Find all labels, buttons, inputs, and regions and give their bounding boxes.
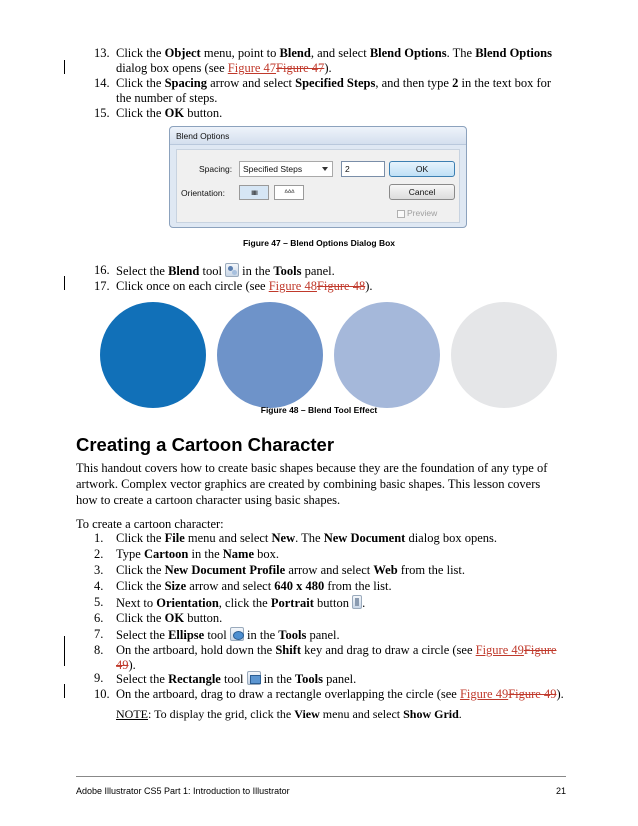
text-run: Click the <box>116 106 165 120</box>
step-text <box>116 671 566 687</box>
text-run: arrow and select <box>285 563 374 577</box>
text-run: Click the <box>116 531 165 545</box>
bold-term: Size <box>164 579 187 593</box>
note-view: View <box>294 707 320 721</box>
blend-circle <box>451 302 557 408</box>
step-text <box>116 687 566 702</box>
lead-in-text: To create a cartoon character: <box>76 517 224 531</box>
text-run: Select the <box>116 264 169 278</box>
change-bar <box>64 684 65 698</box>
step-number: 1. <box>94 531 104 545</box>
bold-term: Blend Options <box>369 46 447 60</box>
step-text <box>116 595 566 611</box>
note-grid: Show Grid <box>403 707 459 721</box>
text-run: button <box>313 596 353 610</box>
note-text: : To display the grid, click the <box>148 707 295 721</box>
text-run: button. <box>184 611 223 625</box>
text-run: in the <box>243 628 279 642</box>
note <box>116 706 566 722</box>
text-run: tool <box>204 628 230 642</box>
blend-options-dialog <box>169 126 467 228</box>
bold-term: New <box>271 531 296 545</box>
text-run: in the text box for the number of steps. <box>116 76 552 105</box>
step-text <box>116 627 566 643</box>
step-number: 17. <box>94 279 110 293</box>
note-label: NOTE <box>116 707 148 721</box>
step-text <box>116 643 566 673</box>
chevron-down-icon <box>322 167 328 171</box>
bold-term: Blend Options <box>475 46 552 60</box>
step-text <box>116 579 566 594</box>
step-text <box>116 611 566 626</box>
text-run: On the artboard, hold down the <box>116 643 276 657</box>
change-bar <box>64 636 65 666</box>
bold-term: New Document <box>323 531 406 545</box>
text-run: Click the <box>116 76 165 90</box>
note-mid: menu and select <box>319 707 404 721</box>
step-number: 14. <box>94 76 110 90</box>
text-run: from the list. <box>324 579 392 593</box>
dialog-title: Blend Options <box>176 131 230 141</box>
text-run: from the list. <box>397 563 466 577</box>
bold-term: Blend <box>279 46 311 60</box>
deleted-reference: Figure 49 <box>116 643 557 672</box>
text-run: Click the <box>116 563 165 577</box>
text-run: menu, point to <box>200 46 280 60</box>
step-number: 16. <box>94 263 110 277</box>
spacing-label: Spacing: <box>199 164 233 174</box>
preview-label: Preview <box>407 208 438 218</box>
deleted-reference: Figure 48 <box>316 279 366 293</box>
bold-term: OK <box>164 106 185 120</box>
text-run: arrow and select <box>207 76 296 90</box>
bold-term: File <box>164 531 185 545</box>
portrait-tool-icon <box>352 595 362 609</box>
step-number: 6. <box>94 611 104 625</box>
text-run: , and select <box>310 46 370 60</box>
text-run: Next to <box>116 596 157 610</box>
paragraph-line: This handout covers how to create basic shapes because they are the foundation of any type of <box>76 461 548 475</box>
step-text <box>116 106 566 121</box>
text-run: Click the <box>116 579 165 593</box>
text-run: arrow and select <box>186 579 275 593</box>
footer-divider <box>76 776 566 777</box>
deleted-reference: Figure 47 <box>276 61 325 75</box>
blend-circle <box>334 302 440 408</box>
text-run: . <box>362 596 366 610</box>
bold-term: New Document Profile <box>164 563 286 577</box>
text-run: Click the <box>116 611 165 625</box>
step-text <box>116 76 566 106</box>
text-run: Click once on each circle (see <box>116 279 269 293</box>
step-number: 8. <box>94 643 104 657</box>
bold-term: Blend <box>168 264 200 278</box>
text-run: , click the <box>218 596 271 610</box>
text-run: ). <box>556 687 564 701</box>
footer-title: Adobe Illustrator CS5 Part 1: Introduction to Illustrator <box>76 786 290 796</box>
text-run: Select the <box>116 672 169 686</box>
bold-term: Object <box>164 46 201 60</box>
text-run: ). <box>324 61 332 75</box>
blend-circle <box>100 302 206 408</box>
dialog-body <box>176 149 460 223</box>
bold-term: Web <box>373 563 398 577</box>
note-end: . <box>458 707 462 721</box>
paragraph-line: artwork. Complex vector graphics are created by combining basic shapes. This lesson covers <box>76 477 541 491</box>
step-text <box>116 46 566 76</box>
step-text <box>116 563 566 578</box>
figure-caption: Figure 47 – Blend Options Dialog Box <box>242 238 396 248</box>
figure-link[interactable]: Figure 49 <box>459 687 509 701</box>
step-number: 3. <box>94 563 104 577</box>
text-run: On the artboard, drag to draw a rectangle overlapping the circle (see <box>116 687 460 701</box>
intro-paragraph <box>76 460 566 508</box>
text-run: panel. <box>306 628 340 642</box>
page-number: 21 <box>555 786 566 796</box>
step-number: 5. <box>94 595 104 609</box>
figure-link[interactable]: Figure 47 <box>227 61 277 75</box>
step-number: 4. <box>94 579 104 593</box>
step-number: 7. <box>94 627 104 641</box>
step-number: 9. <box>94 671 104 685</box>
bold-term: Specified Steps <box>295 76 376 90</box>
text-run: in the <box>260 672 295 686</box>
blend-circle <box>217 302 323 408</box>
blend-tool-icon <box>225 263 239 277</box>
preview-checkbox[interactable] <box>397 208 437 218</box>
bold-term: Spacing <box>164 76 207 90</box>
text-run: tool <box>199 264 226 278</box>
bold-term: Ellipse <box>168 628 205 642</box>
text-run: . The <box>295 531 324 545</box>
align-to-path-icon[interactable]: ᐞᐞᐞ <box>274 185 304 200</box>
text-run: . The <box>446 46 476 60</box>
text-run: Select the <box>116 628 169 642</box>
align-to-page-icon[interactable]: ııııı <box>239 185 269 200</box>
text-run: panel. <box>322 672 357 686</box>
bold-term: Tools <box>294 672 323 686</box>
text-run: Click the <box>116 46 165 60</box>
step-number: 15. <box>94 106 110 120</box>
bold-term: Cartoon <box>143 547 189 561</box>
text-run: ). <box>128 658 136 672</box>
ellipse-tool-icon <box>230 627 244 641</box>
bold-term: Name <box>222 547 255 561</box>
text-run: panel. <box>301 264 335 278</box>
step-text <box>116 547 566 562</box>
text-run: ). <box>365 279 373 293</box>
step-number: 2. <box>94 547 104 561</box>
text-run: Type <box>116 547 144 561</box>
rect-tool-icon <box>247 671 261 685</box>
bold-term: Orientation <box>156 596 219 610</box>
text-run: dialog box opens. <box>405 531 497 545</box>
text-run: in the <box>239 264 274 278</box>
dialog-titlebar <box>170 127 466 145</box>
bold-term: 2 <box>452 76 459 90</box>
step-number: 10. <box>94 687 110 701</box>
ok-button[interactable]: OK <box>389 161 455 177</box>
text-run: tool <box>220 672 247 686</box>
figure-caption: Figure 48 – Blend Tool Effect <box>260 405 378 415</box>
text-run: dialog box opens (see <box>116 61 228 75</box>
deleted-reference: Figure 49 <box>508 687 557 701</box>
text-run: box. <box>254 547 280 561</box>
cancel-button[interactable]: Cancel <box>389 184 455 200</box>
text-run: button. <box>184 106 223 120</box>
spacing-value: Specified Steps <box>243 164 303 174</box>
bold-term: Tools <box>273 264 302 278</box>
bold-term: Portrait <box>270 596 314 610</box>
bold-term: OK <box>164 611 185 625</box>
step-number: 13. <box>94 46 110 60</box>
text-run: menu and select <box>184 531 272 545</box>
step-text <box>116 263 566 279</box>
step-text <box>116 531 566 546</box>
change-bar <box>64 276 65 290</box>
step-text <box>116 279 566 294</box>
paragraph-line: how to create a cartoon character using basic shapes. <box>76 493 341 507</box>
text-run: key and drag to draw a circle (see <box>301 643 476 657</box>
text-run: in the <box>188 547 223 561</box>
change-bar <box>64 60 65 74</box>
text-run: , and then type <box>375 76 453 90</box>
figure-link[interactable]: Figure 49 <box>475 643 524 657</box>
bold-term: Shift <box>275 643 302 657</box>
checkbox-icon <box>397 210 405 218</box>
steps-input[interactable]: 2 <box>341 161 385 177</box>
bold-term: Rectangle <box>168 672 221 686</box>
spacing-dropdown[interactable] <box>239 161 333 177</box>
bold-term: 640 x 480 <box>274 579 325 593</box>
section-heading: Creating a Cartoon Character <box>76 434 335 455</box>
orientation-label: Orientation: <box>181 188 225 198</box>
bold-term: Tools <box>278 628 307 642</box>
figure-link[interactable]: Figure 48 <box>268 279 317 293</box>
